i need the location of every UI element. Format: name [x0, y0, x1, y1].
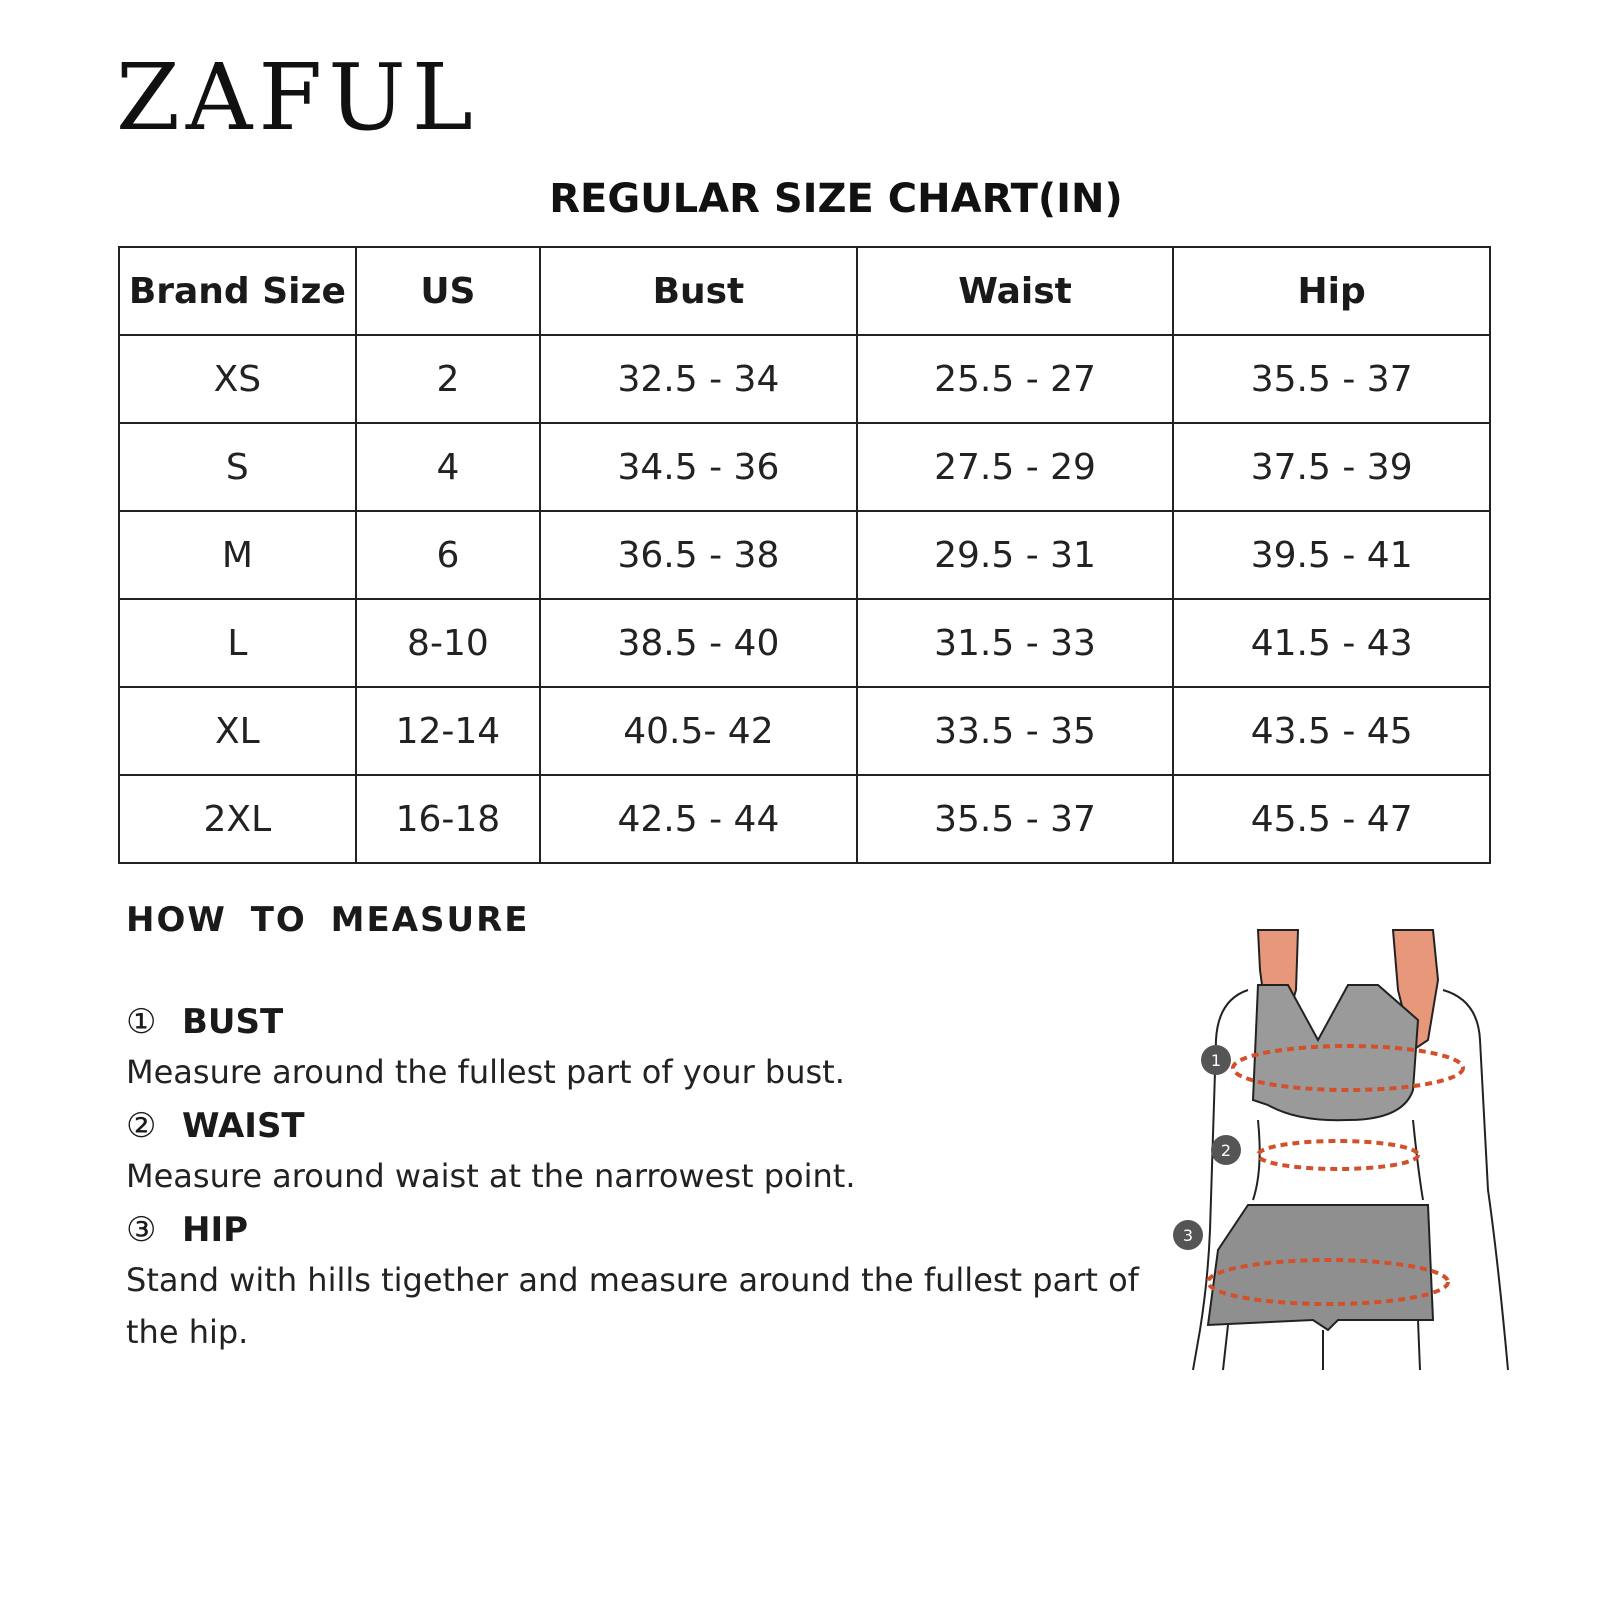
- step-waist-description: Measure around waist at the narrowest point.: [126, 1157, 856, 1195]
- cell-hip: 43.5 - 45: [1173, 687, 1490, 775]
- step-hip-title: [126, 1206, 1176, 1254]
- header-hip: Hip: [1173, 247, 1490, 335]
- size-table: [118, 246, 1491, 864]
- marker-1: [1201, 1045, 1231, 1075]
- cell-brand-size: XS: [119, 335, 356, 423]
- table-row: [119, 335, 1490, 423]
- table-row: [119, 599, 1490, 687]
- measurement-figure: [1182, 930, 1548, 1400]
- brand-logo: ZAFUL: [116, 44, 479, 151]
- cell-bust: 32.5 - 34: [540, 335, 857, 423]
- body-illustration: [1182, 930, 1548, 1400]
- cell-waist: 33.5 - 35: [857, 687, 1174, 775]
- step-number: ①: [126, 1002, 157, 1042]
- header-brand-size: Brand Size: [119, 247, 356, 335]
- table-row: [119, 511, 1490, 599]
- cell-us: 2: [356, 335, 540, 423]
- step-title-text: HIP: [182, 1210, 249, 1250]
- cell-us: 8-10: [356, 599, 540, 687]
- cell-bust: 38.5 - 40: [540, 599, 857, 687]
- cell-bust: 36.5 - 38: [540, 511, 857, 599]
- step-title-text: WAIST: [182, 1106, 305, 1146]
- cell-waist: 29.5 - 31: [857, 511, 1174, 599]
- table-row: [119, 423, 1490, 511]
- step-title-text: BUST: [182, 1002, 284, 1042]
- cell-hip: 45.5 - 47: [1173, 775, 1490, 863]
- cell-us: 12-14: [356, 687, 540, 775]
- cell-waist: 31.5 - 33: [857, 599, 1174, 687]
- header-bust: Bust: [540, 247, 857, 335]
- step-bust-title: [126, 998, 1176, 1046]
- waist-outline: [1253, 1120, 1423, 1200]
- step-number: ②: [126, 1106, 157, 1146]
- step-bust-description: Measure around the fullest part of your bust.: [126, 1053, 845, 1091]
- marker-2: [1211, 1135, 1241, 1165]
- cell-bust: 42.5 - 44: [540, 775, 857, 863]
- marker-2-label: 2: [1220, 1141, 1232, 1160]
- waist-tape-line: [1258, 1141, 1418, 1169]
- step-waist-title: [126, 1102, 1176, 1150]
- legs-outline: [1223, 1320, 1420, 1370]
- marker-3: [1173, 1220, 1203, 1250]
- cell-waist: 25.5 - 27: [857, 335, 1174, 423]
- step-hip-description: Stand with hills tigether and measure around the fullest part of the hip.: [126, 1261, 1139, 1351]
- cell-hip: 35.5 - 37: [1173, 335, 1490, 423]
- bra-garment: [1253, 985, 1418, 1120]
- cell-brand-size: 2XL: [119, 775, 356, 863]
- cell-waist: 35.5 - 37: [857, 775, 1174, 863]
- cell-us: 16-18: [356, 775, 540, 863]
- table-header-row: [119, 247, 1490, 335]
- cell-brand-size: M: [119, 511, 356, 599]
- cell-hip: 41.5 - 43: [1173, 599, 1490, 687]
- cell-bust: 40.5- 42: [540, 687, 857, 775]
- how-to-measure-heading: HOW TO MEASURE: [126, 900, 530, 940]
- header-waist: Waist: [857, 247, 1174, 335]
- table-row: [119, 775, 1490, 863]
- cell-brand-size: L: [119, 599, 356, 687]
- body-outline-right: [1443, 990, 1508, 1370]
- cell-us: 4: [356, 423, 540, 511]
- step-number: ③: [126, 1210, 157, 1250]
- cell-bust: 34.5 - 36: [540, 423, 857, 511]
- cell-brand-size: XL: [119, 687, 356, 775]
- header-us: US: [356, 247, 540, 335]
- how-to-measure-section: [126, 900, 1176, 1362]
- cell-us: 6: [356, 511, 540, 599]
- cell-waist: 27.5 - 29: [857, 423, 1174, 511]
- chart-title: REGULAR SIZE CHART(IN): [549, 176, 1123, 222]
- cell-hip: 37.5 - 39: [1173, 423, 1490, 511]
- cell-hip: 39.5 - 41: [1173, 511, 1490, 599]
- marker-3-label: 3: [1182, 1226, 1194, 1245]
- table-row: [119, 687, 1490, 775]
- cell-brand-size: S: [119, 423, 356, 511]
- marker-1-label: 1: [1210, 1051, 1222, 1070]
